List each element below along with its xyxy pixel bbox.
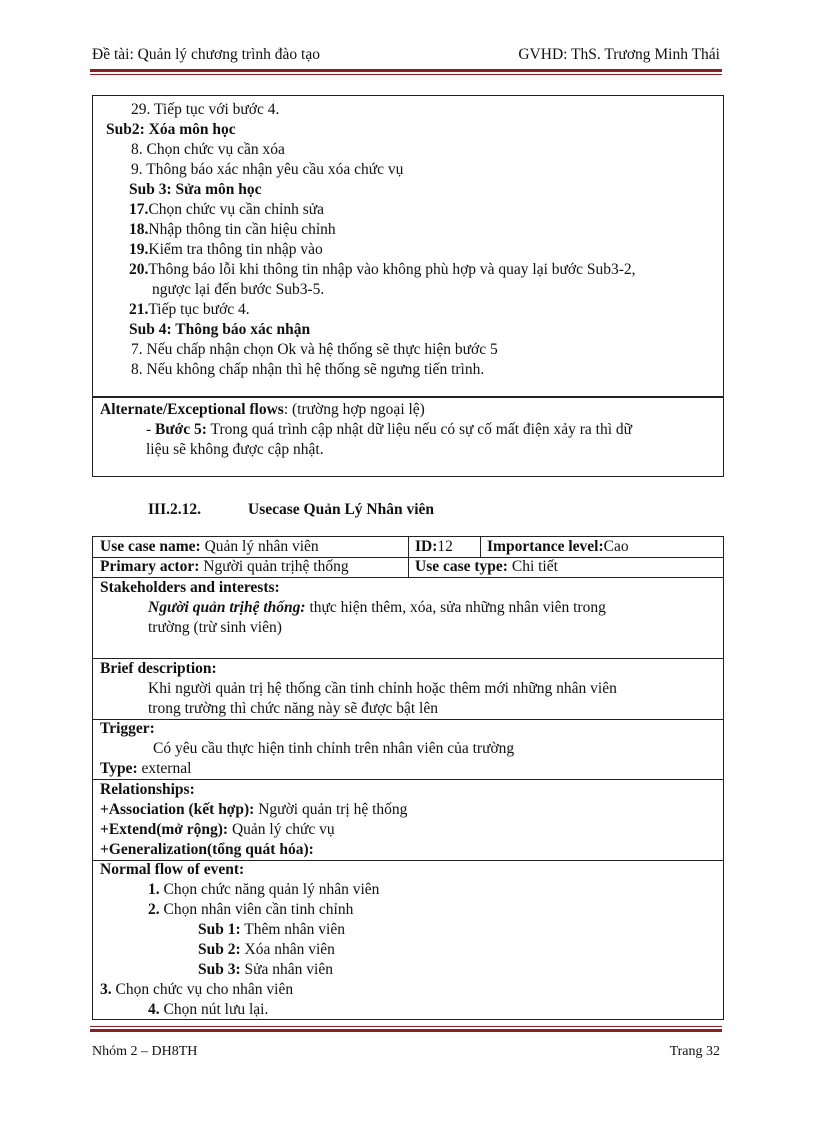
step-text: Chọn nhân viên cần tinh chỉnh bbox=[159, 901, 354, 918]
alternate-step-5-continued: liệu sẽ không được cập nhật. bbox=[146, 441, 324, 458]
step-text: Thông báo lỗi khi thông tin nhập vào không phù hợp và quay lại bước Sub3-2, bbox=[148, 261, 636, 278]
field-value: Người quản trị hệ thống bbox=[254, 801, 408, 818]
bullet-dash: - bbox=[146, 421, 156, 438]
step-number: 2. bbox=[148, 901, 160, 918]
usecase-name bbox=[100, 537, 319, 557]
step-21 bbox=[129, 300, 250, 320]
flow-step bbox=[100, 980, 293, 1000]
field-label: Use case name: bbox=[100, 538, 201, 555]
step-text: Trong quá trình cập nhật dữ liệu nếu có sự cố mất điện xảy ra thì dữ bbox=[206, 421, 633, 438]
header-title: Đề tài: Quản lý chương trình đào tạo bbox=[92, 46, 320, 63]
step-text: Tiếp tục bước 4. bbox=[148, 301, 250, 318]
field-label: Brief description: bbox=[100, 660, 217, 677]
section-heading bbox=[148, 500, 435, 520]
footer-rule-thin bbox=[90, 1026, 722, 1027]
field-label: Relationships: bbox=[100, 781, 195, 798]
step-text: Chọn chức năng quản lý nhân viên bbox=[159, 881, 380, 898]
step-number: 18. bbox=[129, 221, 149, 238]
step-text: Chọn chức vụ cho nhân viên bbox=[111, 981, 294, 998]
alternate-flows-box bbox=[92, 397, 724, 477]
section-title: Usecase Quản Lý Nhân viên bbox=[248, 501, 435, 518]
section-number: III.2.12. bbox=[148, 501, 201, 518]
generalization bbox=[100, 840, 314, 860]
flow-continuation-box bbox=[92, 95, 724, 397]
brief-description-label bbox=[100, 659, 217, 679]
header-rule-thick bbox=[90, 69, 722, 72]
alternate-flows-note: : (trường hợp ngoại lệ) bbox=[283, 401, 425, 418]
association bbox=[100, 800, 407, 820]
usecase-importance bbox=[487, 537, 629, 557]
header-advisor: GVHD: ThS. Trương Minh Thái bbox=[518, 46, 720, 63]
usecase-table bbox=[92, 536, 724, 1020]
sub4-step-7: 7. Nếu chấp nhận chọn Ok và hệ thống sẽ thực hiện bước 5 bbox=[131, 341, 498, 358]
field-label: Importance level: bbox=[487, 538, 604, 555]
stakeholder-entry-continued: trường (trừ sinh viên) bbox=[148, 619, 282, 636]
field-value: Quản lý nhân viên bbox=[200, 538, 319, 555]
col-divider bbox=[408, 537, 409, 577]
step-number: 21. bbox=[129, 301, 149, 318]
sub4-step-8: 8. Nếu không chấp nhận thì hệ thống sẽ ngưng tiến trình. bbox=[131, 361, 485, 378]
step-text: Tiếp tục với bước 4. bbox=[153, 101, 280, 118]
step-29 bbox=[131, 100, 279, 120]
field-label: +Generalization(tổng quát hóa): bbox=[100, 841, 314, 858]
field-label: ID: bbox=[415, 538, 438, 555]
extend bbox=[100, 820, 335, 840]
field-value: external bbox=[137, 760, 192, 777]
field-label: Use case type: bbox=[415, 558, 508, 575]
usecase-actor bbox=[100, 557, 349, 577]
sub2-title bbox=[106, 120, 236, 140]
field-label: +Extend(mở rộng): bbox=[100, 821, 229, 838]
sub2-step-9: 9. Thông báo xác nhận yêu cầu xóa chức vụ bbox=[131, 161, 404, 178]
field-value: 12 bbox=[437, 538, 453, 555]
alternate-flows-heading bbox=[100, 400, 425, 420]
step-19 bbox=[129, 240, 323, 260]
trigger-text: Có yêu cầu thực hiện tinh chỉnh trên nhân viên của trường bbox=[153, 740, 515, 757]
step-number: 20. bbox=[129, 261, 149, 278]
field-label: Stakeholders and interests: bbox=[100, 579, 280, 596]
alternate-flows-label: Alternate/Exceptional flows bbox=[100, 401, 284, 418]
trigger-type bbox=[100, 759, 191, 779]
field-label: Trigger: bbox=[100, 720, 155, 737]
step-18 bbox=[129, 220, 336, 240]
flow-substep bbox=[198, 920, 345, 940]
sub3-title-text: : Sửa môn học bbox=[166, 181, 262, 198]
page-number: Trang 32 bbox=[669, 1044, 720, 1059]
step-17 bbox=[129, 200, 324, 220]
flow-step bbox=[148, 880, 379, 900]
substep-text: Thêm nhân viên bbox=[240, 921, 345, 938]
field-value: Cao bbox=[603, 538, 629, 555]
step-number: 29. bbox=[131, 101, 151, 118]
flow-step bbox=[148, 1000, 268, 1020]
step-number: 19. bbox=[129, 241, 149, 258]
footer-group: Nhóm 2 – DH8TH bbox=[92, 1044, 198, 1059]
stakeholder-text: thực hiện thêm, xóa, sửa những nhân viên trong bbox=[305, 599, 606, 616]
header-rule-thin bbox=[90, 74, 722, 75]
usecase-type bbox=[415, 557, 558, 577]
flow-substep bbox=[198, 960, 333, 980]
relationships-label bbox=[100, 780, 195, 800]
stakeholder-entry bbox=[148, 598, 606, 618]
flow-step bbox=[148, 900, 353, 920]
col-divider bbox=[480, 537, 481, 557]
substep-label: Sub 1: bbox=[198, 921, 241, 938]
sub2-step-8: 8. Chọn chức vụ cần xóa bbox=[131, 141, 285, 158]
step-number: 1. bbox=[148, 881, 160, 898]
stakeholders-label bbox=[100, 578, 280, 598]
sub3-label: Sub 3 bbox=[129, 181, 167, 198]
flow-substep bbox=[198, 940, 335, 960]
field-label: +Association (kết hợp): bbox=[100, 801, 255, 818]
step-label: Bước 5: bbox=[155, 421, 207, 438]
normal-flow-label bbox=[100, 860, 244, 880]
step-20 bbox=[129, 260, 636, 280]
substep-label: Sub 3: bbox=[198, 961, 241, 978]
stakeholder-name: Người quản trịhệ thống: bbox=[148, 599, 306, 616]
substep-text: Xóa nhân viên bbox=[240, 941, 335, 958]
field-label: Type: bbox=[100, 760, 138, 777]
substep-label: Sub 2: bbox=[198, 941, 241, 958]
field-label: Primary actor: bbox=[100, 558, 200, 575]
step-number: 17. bbox=[129, 201, 149, 218]
footer-rule-thick bbox=[90, 1029, 722, 1032]
alternate-step-5 bbox=[146, 420, 632, 440]
sub4-title-text: Sub 4: Thông báo xác nhận bbox=[129, 321, 311, 338]
usecase-id bbox=[415, 537, 453, 557]
step-text: Chọn chức vụ cần chỉnh sửa bbox=[148, 201, 325, 218]
step-number: 4. bbox=[148, 1001, 160, 1018]
step-number: 3. bbox=[100, 981, 112, 998]
sub2-title-text: Sub2: Xóa môn học bbox=[106, 121, 236, 138]
field-value: Chi tiết bbox=[507, 558, 558, 575]
field-label: Normal flow of event: bbox=[100, 861, 245, 878]
row-divider bbox=[93, 719, 723, 720]
sub4-title bbox=[129, 320, 310, 340]
sub3-title bbox=[129, 180, 262, 200]
field-value: Người quản trịhệ thống bbox=[199, 558, 349, 575]
field-value: Quản lý chức vụ bbox=[228, 821, 335, 838]
page-footer bbox=[92, 1042, 720, 1062]
substep-text: Sửa nhân viên bbox=[240, 961, 333, 978]
step-20-continued: ngược lại đến bước Sub3-5. bbox=[152, 281, 325, 298]
step-text: Kiểm tra thông tin nhập vào bbox=[148, 241, 323, 258]
brief-description-text: Khi người quản trị hệ thống cần tinh chỉnh hoặc thêm mới những nhân viên bbox=[148, 680, 617, 697]
trigger-label bbox=[100, 719, 155, 739]
brief-description-continued: trong trường thì chức năng này sẽ được bật lên bbox=[148, 700, 438, 717]
page-header bbox=[92, 45, 720, 65]
step-text: Nhập thông tin cần hiệu chỉnh bbox=[148, 221, 336, 238]
step-text: Chọn nút lưu lại. bbox=[159, 1001, 269, 1018]
